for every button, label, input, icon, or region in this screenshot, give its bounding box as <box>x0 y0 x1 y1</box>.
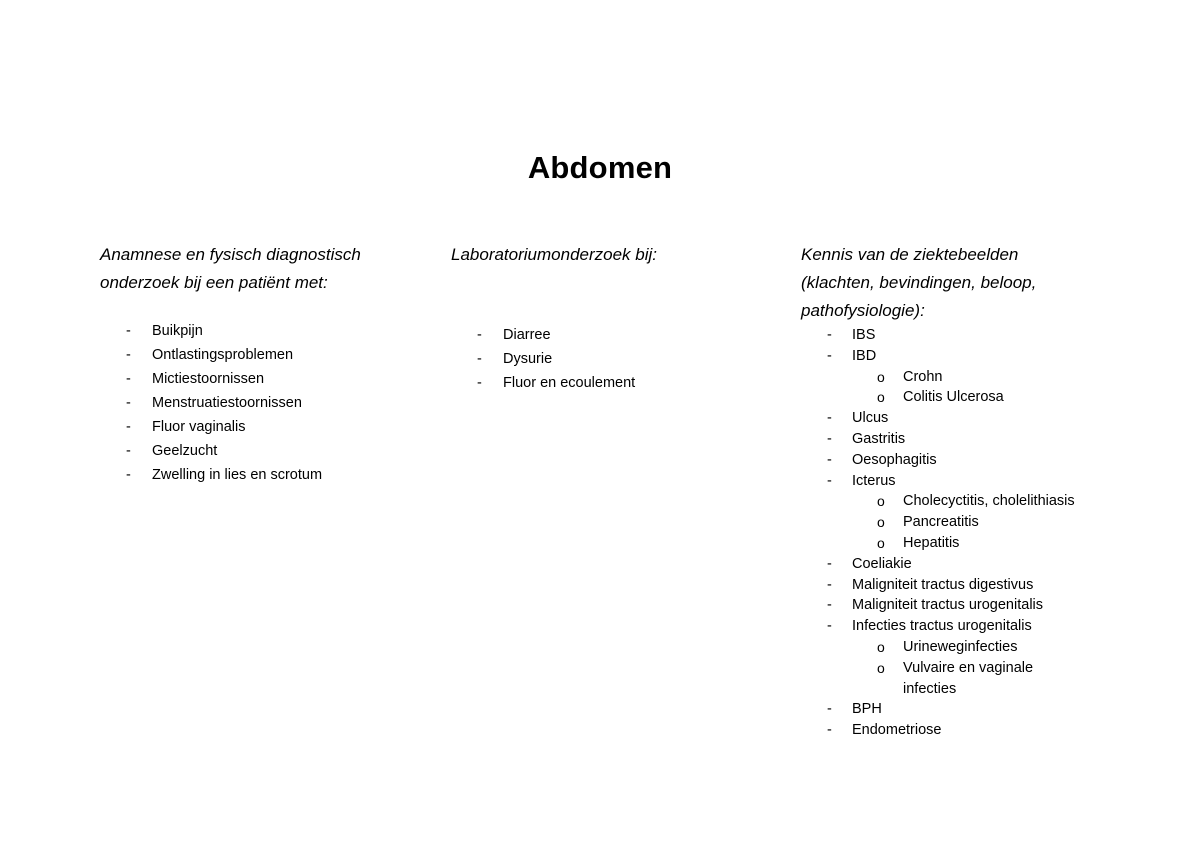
list-item-label: Oesophagitis <box>852 451 937 468</box>
list-item <box>100 439 430 463</box>
sub-list-item <box>852 387 1131 408</box>
list-item-label: Fluor vaginalis <box>152 419 246 435</box>
list-item-label: Endometriose <box>852 722 942 739</box>
bullet-marker: - <box>126 467 131 483</box>
list-item-label: Coeliakie <box>852 555 912 572</box>
column-heading: Anamnese en fysisch diagnostisch onderzoek bij een patiënt met: <box>100 245 361 292</box>
bullet-marker: o <box>877 368 885 385</box>
sub-list-item <box>852 367 1131 388</box>
list-item <box>801 616 1131 699</box>
list-item <box>451 323 781 347</box>
list-item <box>801 325 1131 346</box>
page-title: Abdomen <box>527 150 673 185</box>
bullet-marker: - <box>827 618 832 635</box>
bullet-marker: - <box>827 451 832 468</box>
bullet-marker: o <box>877 659 885 676</box>
column-heading: Kennis van de ziektebeelden (klachten, bevindingen, beloop, pathofysiologie): <box>801 245 1037 320</box>
list-item <box>451 347 781 371</box>
bullet-marker: - <box>126 443 131 459</box>
list-item <box>801 575 1131 596</box>
list-item-label: Infecties tractus urogenitalis <box>852 618 1032 635</box>
list-item-label: Ontlastingsproblemen <box>152 347 294 363</box>
bullet-marker: - <box>827 576 832 593</box>
list-item <box>801 429 1131 450</box>
list-item-label: Maligniteit tractus digestivus <box>852 576 1034 593</box>
sub-list-item-label: Hepatitis <box>903 534 960 551</box>
bullet-marker: o <box>877 389 885 406</box>
bullet-marker: - <box>827 430 832 447</box>
sub-list-item-label: Urineweginfecties <box>903 638 1018 655</box>
list-item-label: Maligniteit tractus urogenitalis <box>852 597 1044 614</box>
bullet-marker: - <box>827 555 832 572</box>
sub-list <box>852 367 1131 409</box>
list-item <box>451 371 781 395</box>
bullet-marker: - <box>126 323 131 339</box>
list-item-label: BPH <box>852 701 882 718</box>
sub-list-item-label: Crohn <box>903 368 943 385</box>
list-item-label: Menstruatiestoornissen <box>152 395 302 411</box>
list-item <box>801 408 1131 429</box>
bullet-marker: - <box>477 351 482 367</box>
list-item <box>100 463 430 487</box>
sub-list <box>852 491 1131 553</box>
list-item <box>801 346 1131 408</box>
list-item-label: Icterus <box>852 472 896 489</box>
list-item <box>801 595 1131 616</box>
column-ziektebeelden <box>801 241 1131 741</box>
bullet-marker: - <box>126 371 131 387</box>
bullet-marker: o <box>877 638 885 655</box>
list-item <box>100 319 430 343</box>
list-item <box>801 699 1131 720</box>
bullet-marker: - <box>126 347 131 363</box>
list-item-label: Buikpijn <box>152 323 203 339</box>
list-item-label: IBS <box>852 327 876 343</box>
list-item-label: Dysurie <box>503 351 553 367</box>
complaints-list <box>100 319 430 487</box>
sub-list-item-label: Colitis Ulcerosa <box>903 389 1004 406</box>
lab-list <box>451 323 781 395</box>
list-item-label: Zwelling in lies en scrotum <box>152 467 323 483</box>
bullet-marker: - <box>827 597 832 614</box>
bullet-marker: - <box>827 701 832 718</box>
list-item <box>100 391 430 415</box>
list-item <box>801 720 1131 741</box>
sub-list-item-label: Vulvaire en vaginale infecties <box>903 659 1034 697</box>
list-item-label: Gastritis <box>852 430 906 447</box>
list-item-label: Mictiestoornissen <box>152 371 265 387</box>
bullet-marker: - <box>126 395 131 411</box>
bullet-marker: o <box>877 534 885 551</box>
sub-list-item <box>852 491 1131 512</box>
list-item-label: Diarree <box>503 327 551 343</box>
bullet-marker: - <box>827 410 832 427</box>
list-item <box>801 471 1131 554</box>
sub-list-item-label: Pancreatitis <box>903 514 979 531</box>
sub-list-item <box>852 533 1131 554</box>
list-item-label: Fluor en ecoulement <box>503 375 636 391</box>
bullet-marker: o <box>877 493 885 510</box>
bullet-marker: - <box>827 347 832 364</box>
list-item <box>801 450 1131 471</box>
diseases-list <box>801 325 1131 741</box>
list-item <box>100 343 430 367</box>
column-laboratorium <box>451 241 781 395</box>
bullet-marker: - <box>827 472 832 489</box>
list-item <box>100 415 430 439</box>
list-item <box>801 554 1131 575</box>
sub-list-item <box>852 512 1131 533</box>
list-item-label: Geelzucht <box>152 443 218 459</box>
bullet-marker: - <box>477 327 482 343</box>
column-anamnese <box>100 241 430 487</box>
list-item-label: Ulcus <box>852 410 889 427</box>
bullet-marker: o <box>877 514 885 531</box>
bullet-marker: - <box>827 327 832 343</box>
bullet-marker: - <box>126 419 131 435</box>
bullet-marker: - <box>477 375 482 391</box>
list-item <box>100 367 430 391</box>
sub-list <box>852 637 1131 699</box>
bullet-marker: - <box>827 722 832 739</box>
list-item-label: IBD <box>852 347 877 364</box>
column-heading: Laboratoriumonderzoek bij: <box>451 245 658 264</box>
sub-list-item <box>852 658 1131 700</box>
sub-list-item <box>852 637 1131 658</box>
sub-list-item-label: Cholecyctitis, cholelithiasis <box>903 493 1075 510</box>
